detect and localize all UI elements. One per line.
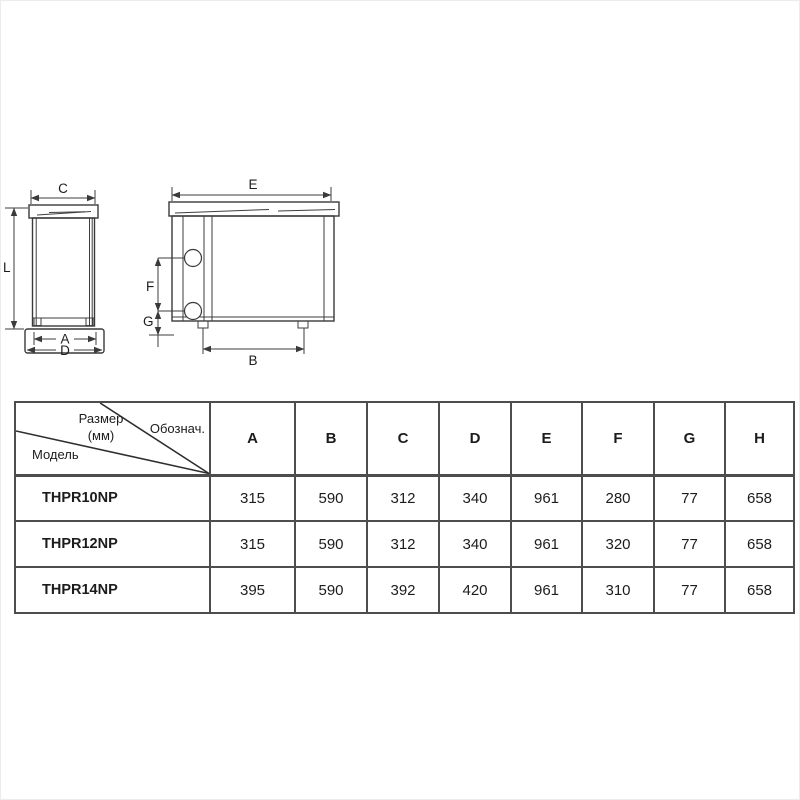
dimensions-table <box>14 401 795 614</box>
table-corner-cell <box>15 402 210 475</box>
dim-value: 658 <box>725 475 794 521</box>
dim-label-g: G <box>143 314 154 329</box>
side-view-panel-details <box>33 212 95 327</box>
dim-value: 77 <box>654 475 725 521</box>
column-header-e: E <box>511 402 582 475</box>
dim-label-b: B <box>248 353 258 368</box>
front-view-panel-details <box>172 210 335 329</box>
dim-value: 77 <box>654 521 725 567</box>
corner-model-label: Модель <box>32 447 79 462</box>
dim-value: 312 <box>367 475 439 521</box>
column-header-a: A <box>210 402 295 475</box>
dim-label-a: A <box>60 331 70 347</box>
upper-pipe-connection <box>185 250 202 267</box>
dim-value: 658 <box>725 521 794 567</box>
corner-size-label: Размер <box>78 411 124 426</box>
model-name: THPR14NP <box>15 567 210 613</box>
dim-value: 392 <box>367 567 439 613</box>
dim-value: 590 <box>295 475 367 521</box>
dim-value: 340 <box>439 475 511 521</box>
dim-value: 310 <box>582 567 654 613</box>
table-row <box>15 567 794 613</box>
column-header-f: F <box>582 402 654 475</box>
dim-value: 961 <box>511 567 582 613</box>
dim-value: 658 <box>725 567 794 613</box>
dim-label-d: D <box>60 343 70 358</box>
dim-value: 312 <box>367 521 439 567</box>
dim-value: 315 <box>210 521 295 567</box>
dim-value: 340 <box>439 521 511 567</box>
dim-value: 77 <box>654 567 725 613</box>
side-view-drawing <box>1 171 141 371</box>
table-row <box>15 475 794 521</box>
dim-value: 961 <box>511 475 582 521</box>
dim-label-c: C <box>58 181 68 196</box>
column-header-b: B <box>295 402 367 475</box>
header-row <box>15 402 794 475</box>
dim-label-f: F <box>146 279 155 294</box>
dim-label-e: E <box>248 177 258 192</box>
model-name: THPR10NP <box>15 475 210 521</box>
column-header-g: G <box>654 402 725 475</box>
dim-value: 420 <box>439 567 511 613</box>
dim-value: 315 <box>210 475 295 521</box>
dim-label-l: L <box>3 260 11 275</box>
dim-value: 280 <box>582 475 654 521</box>
dim-value: 590 <box>295 567 367 613</box>
corner-designation-label: Обознач. <box>149 421 205 436</box>
front-view-drawing <box>141 171 361 371</box>
column-header-h: H <box>725 402 794 475</box>
column-header-c: C <box>367 402 439 475</box>
dim-value: 961 <box>511 521 582 567</box>
column-header-d: D <box>439 402 511 475</box>
model-name: THPR12NP <box>15 521 210 567</box>
dim-value: 395 <box>210 567 295 613</box>
front-view-dimension-lines <box>149 187 331 354</box>
dim-value: 320 <box>582 521 654 567</box>
corner-size-unit: (мм) <box>87 428 115 443</box>
dim-value: 590 <box>295 521 367 567</box>
table-row <box>15 521 794 567</box>
lower-pipe-connection <box>185 303 202 320</box>
